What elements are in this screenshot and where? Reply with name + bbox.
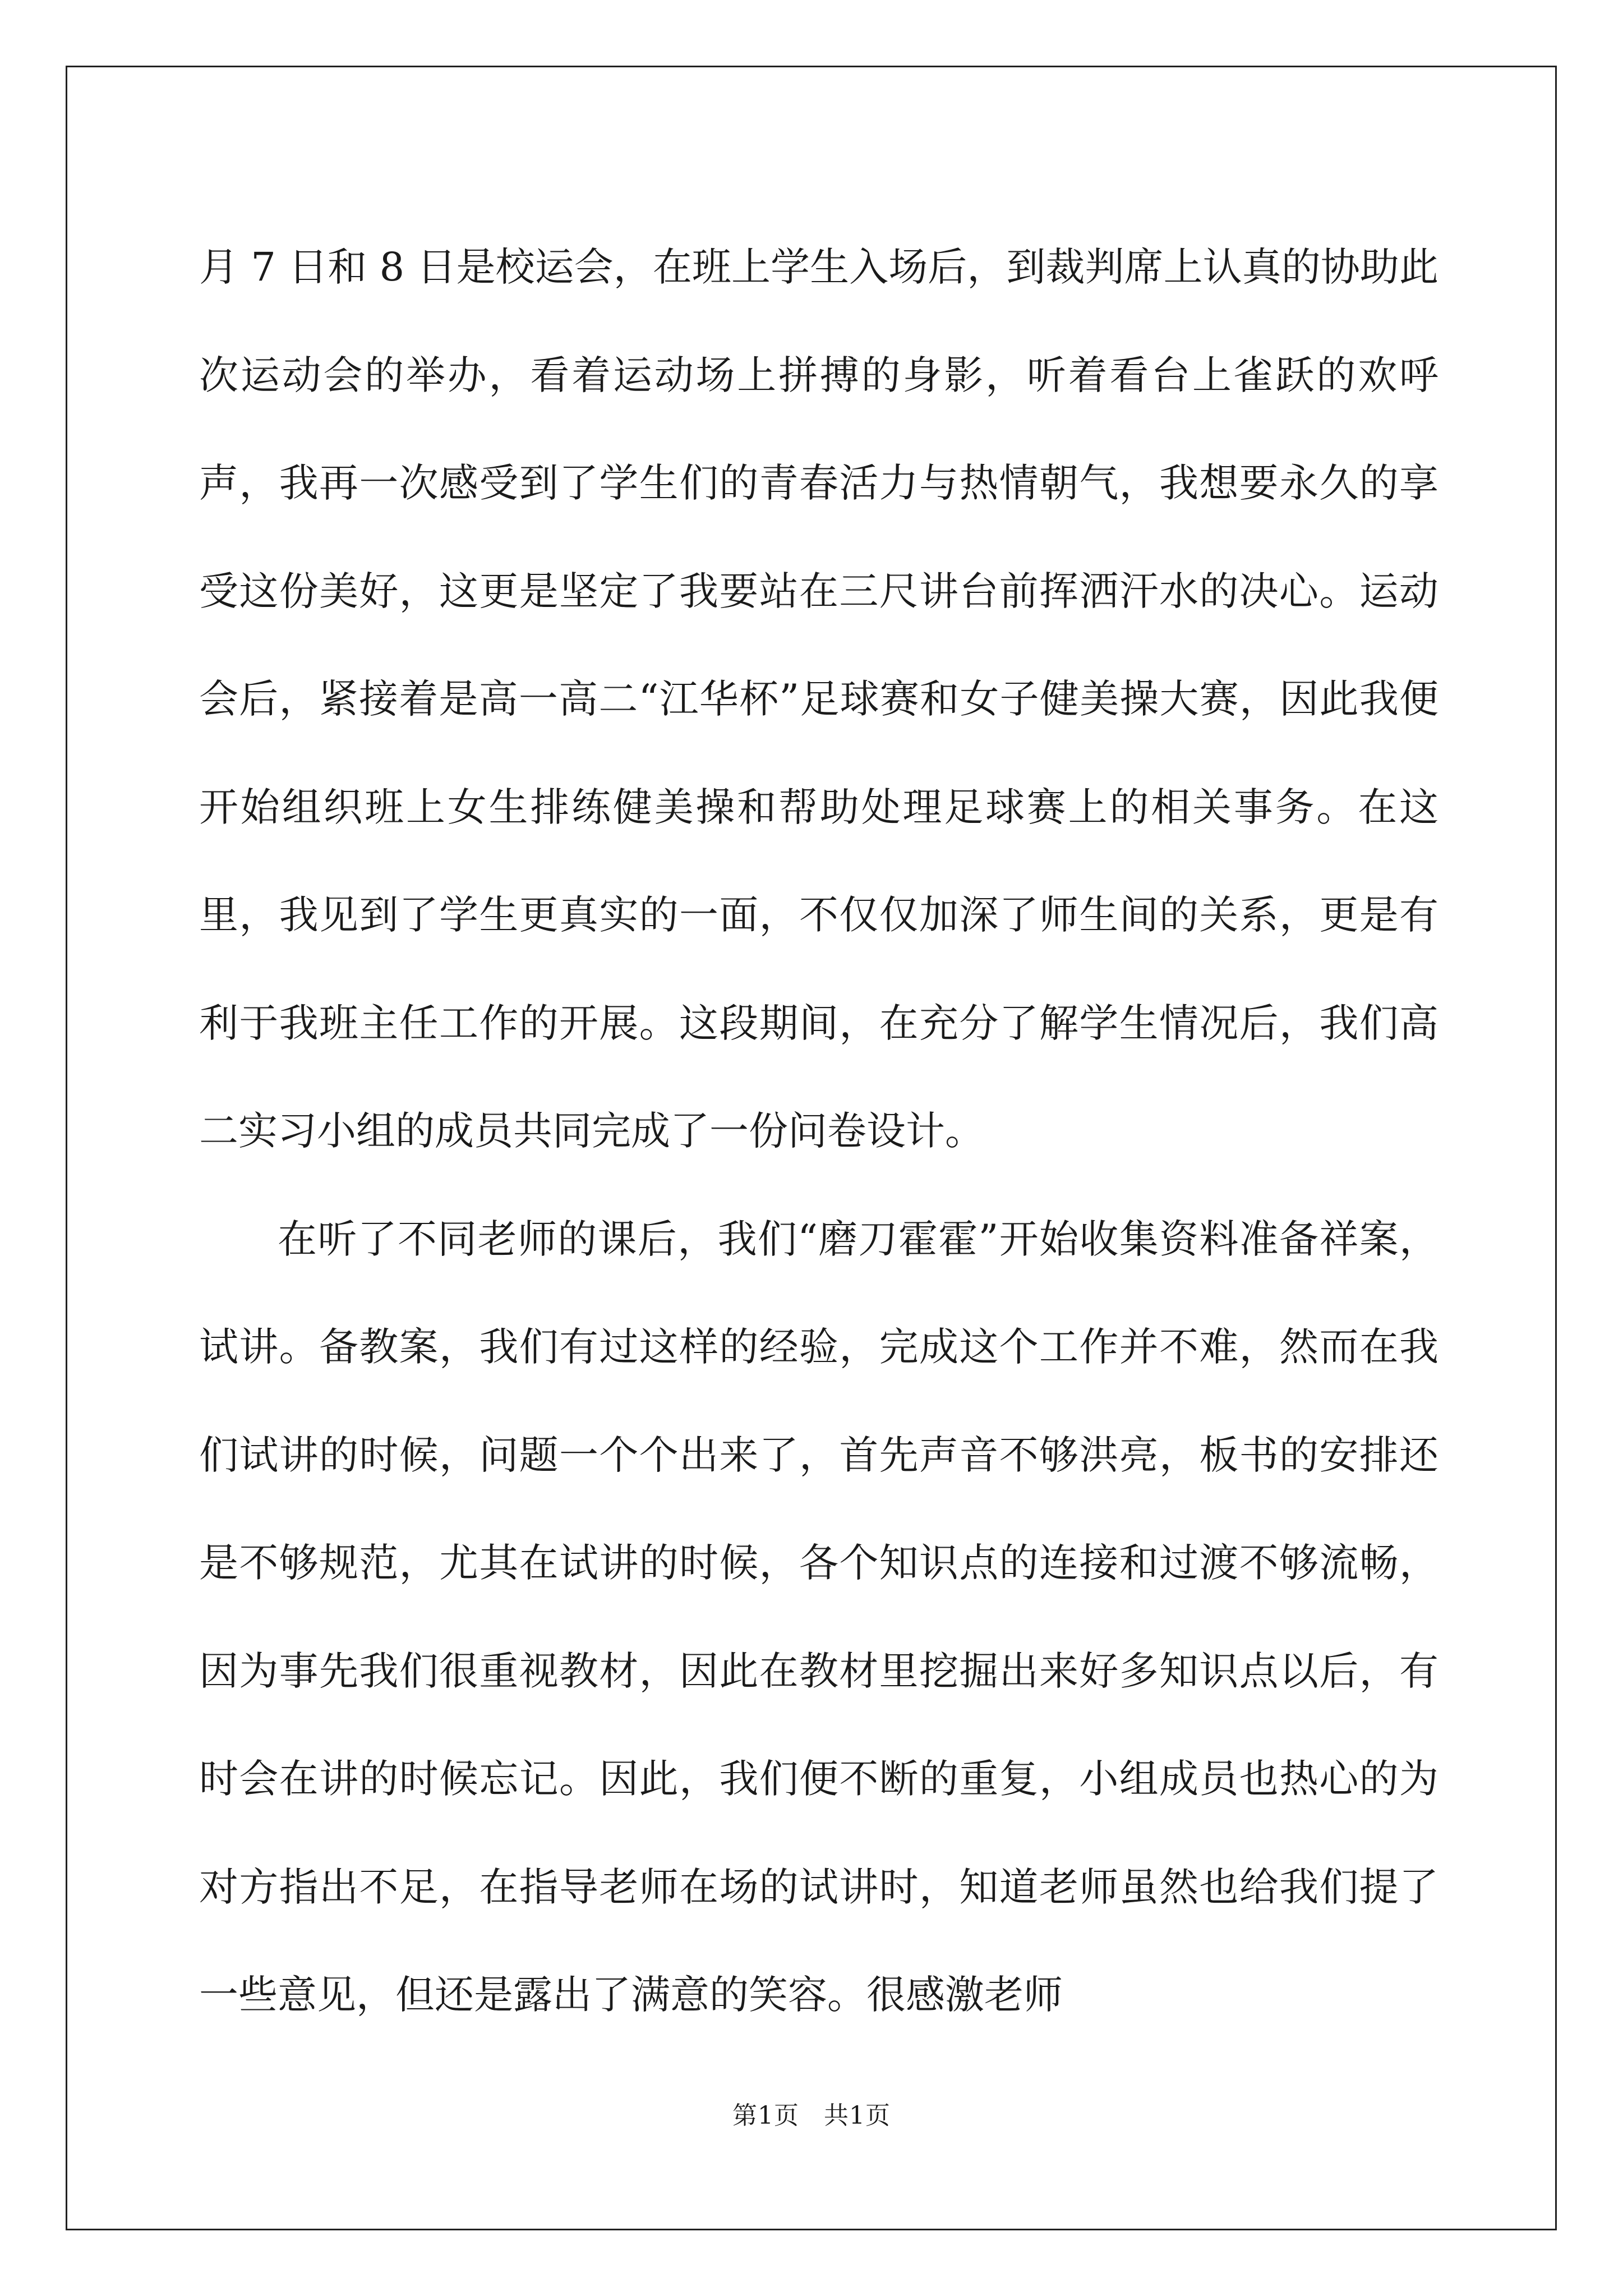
paragraph: 月 7 日和 8 日是校运会，在班上学生入场后，到裁判席上认真的协助此次运动会的举办，看着运动场上拼搏的身影，听着看台上雀跃的欢呼声，我再一次感受到了学生们的青春活力与热情朝气，我想要永久的享受这份美好，这更是坚定了我要站在三尺讲台前挥洒汗水的决心。运动会后，紧接着是高一高二“江华杯”足球赛和女子健美操大赛，因此我便开始组织班上女生排练健美操和帮助处理足球赛上的相关事务。在这里，我见到了学生更真实的一面，不仅仅加深了师生间的关系，更是有利于我班主任工作的开展。这段期间，在充分了解学生情况后，我们高二实习小组的成员共同完成了一份问卷设计。 xyxy=(199,244,1438,1154)
page-number-total: 共1页 xyxy=(824,2101,891,2130)
page-number-current: 第1页 xyxy=(732,2101,799,2130)
paragraph: 在听了不同老师的课后，我们“磨刀霍霍”开始收集资料准备祥案，试讲。备教案，我们有过这样的经验，完成这个工作并不难，然而在我们试讲的时候，问题一个个出来了，首先声音不够洪亮，板书的安排还是不够规范，尤其在试讲的时候，各个知识点的连接和过渡不够流畅，因为事先我们很重视教材，因此在教材里挖掘出来好多知识点以后，有时会在讲的时候忘记。因此，我们便不断的重复，小组成员也热心的为对方指出不足，在指导老师在场的试讲时，知道老师虽然也给我们提了一些意见，但还是露出了满意的笑容。很感激老师 xyxy=(199,1216,1438,2018)
document-body xyxy=(199,213,1438,2049)
page-footer xyxy=(0,2095,1623,2131)
